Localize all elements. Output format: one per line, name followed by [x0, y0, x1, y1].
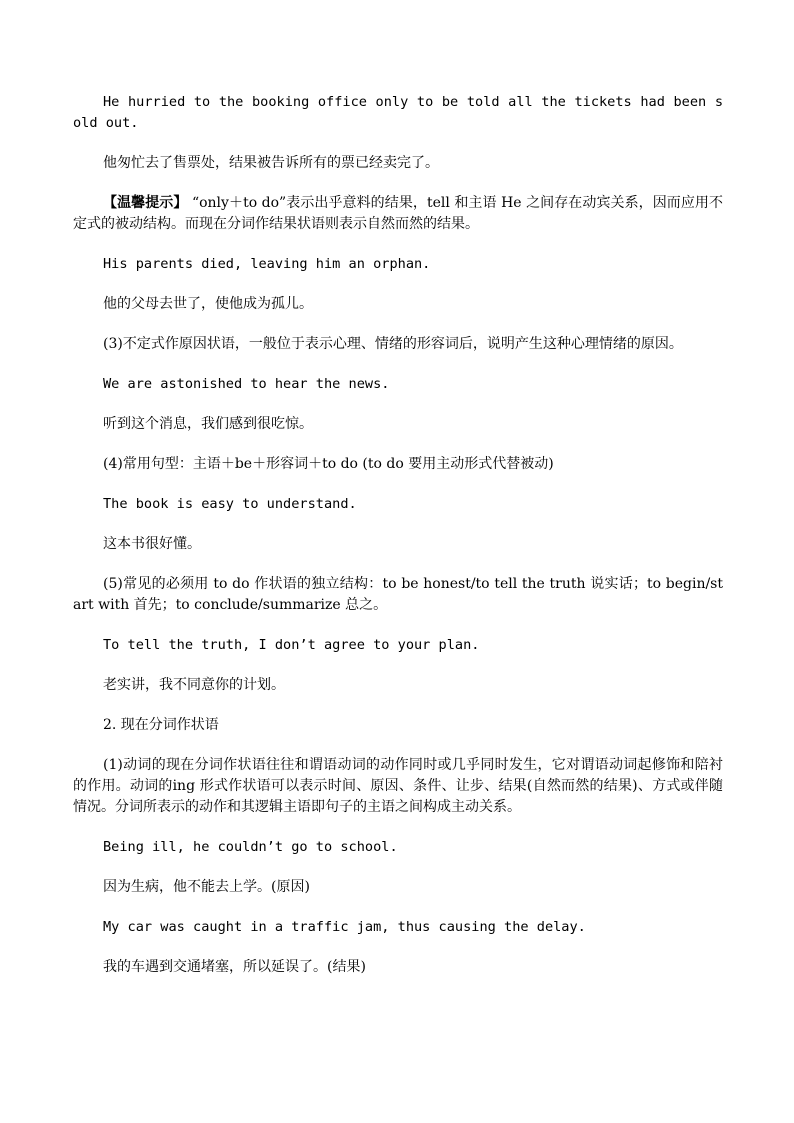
document-page	[73, 92, 723, 997]
tip-paragraph	[73, 193, 723, 235]
example-sentence-en: His parents died, leaving him an orphan.	[103, 256, 431, 272]
example-sentence-en: To tell the truth, I don’t agree to your plan.	[103, 637, 480, 653]
rule-paragraph: (5)常见的必须用 to do 作状语的独立结构：to be honest/to tell the truth 说实话；to begin/start with 首先；to conclude/summarize 总之。	[73, 576, 723, 613]
section-heading: 2. 现在分词作状语	[103, 717, 219, 733]
rule-paragraph: (1)动词的现在分词作状语往往和谓语动词的动作同时或几乎同时发生，它对谓语动词起修饰和陪衬的作用。动词的ing 形式作状语可以表示时间、原因、条件、让步、结果(自然而然的结果)、方式或伴随情况。分词所表示的动作和其逻辑主语即句子的主语之间构成主动关系。	[73, 757, 723, 815]
example-sentence-zh: 这本书很好懂。	[103, 536, 201, 552]
example-sentence-zh: 因为生病，他不能去上学。(原因)	[103, 879, 310, 895]
example-sentence-en: The book is easy to understand.	[103, 496, 357, 512]
rule-paragraph: (4)常用句型：主语＋be＋形容词＋to do (to do 要用主动形式代替被动)	[103, 456, 554, 472]
example-sentence-zh: 他的父母去世了，使他成为孤儿。	[103, 296, 313, 312]
example-sentence-zh: 我的车遇到交通堵塞，所以延误了。(结果)	[103, 959, 366, 975]
example-sentence-en: We are astonished to hear the news.	[103, 376, 390, 392]
rule-paragraph: (3)不定式作原因状语，一般位于表示心理、情绪的形容词后，说明产生这种心理情绪的原因。	[103, 336, 683, 352]
example-sentence-zh: 老实讲，我不同意你的计划。	[103, 677, 285, 693]
example-sentence-en: He hurried to the booking office only to be told all the tickets had been sold out.	[73, 94, 723, 131]
tip-text: “only＋to do”表示出乎意料的结果，tell 和主语 He 之间存在动宾关系，因而应用不定式的被动结构。而现在分词作结果状语则表示自然而然的结果。	[73, 195, 724, 232]
example-sentence-en: My car was caught in a traffic jam, thus causing the delay.	[103, 919, 586, 935]
example-sentence-en: Being ill, he couldn’t go to school.	[103, 839, 398, 855]
example-sentence-zh: 听到这个消息，我们感到很吃惊。	[103, 416, 313, 432]
tip-label: 【温馨提示】	[103, 195, 188, 211]
example-sentence-zh: 他匆忙去了售票处，结果被告诉所有的票已经卖完了。	[103, 155, 439, 171]
